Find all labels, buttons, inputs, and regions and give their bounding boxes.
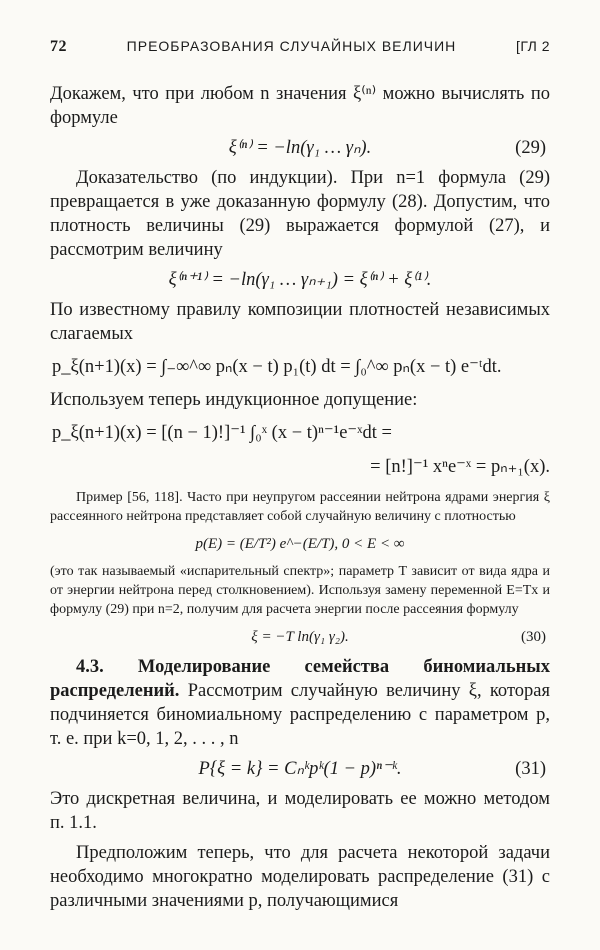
equation-induction-line2	[50, 454, 550, 480]
equation-sum-body: ξ⁽ⁿ⁺¹⁾ = −ln(γ₁ … γₙ₊₁) = ξ⁽ⁿ⁾ + ξ⁽¹⁾.	[168, 270, 432, 290]
equation-30-number: (30)	[521, 629, 546, 645]
equation-induction-line1	[50, 420, 550, 446]
equation-31-number: (31)	[515, 759, 546, 779]
equation-induction-line2-body: = [n!]⁻¹ xⁿe⁻ˣ = pₙ₊₁(x).	[370, 457, 550, 477]
equation-density-body: p(E) = (E/T²) e^−(E/T), 0 < E < ∞	[195, 536, 405, 552]
equation-31	[50, 757, 550, 781]
chapter-marker: [ГЛ 2	[515, 38, 550, 54]
equation-sum	[50, 268, 550, 292]
example-continuation: (это так называемый «испарительный спектр»; параметр T зависит от вида ядра и от энергии нейтрона перед столкновением). Используя замену переменной E=Tx и формулу (29) при n=2, получим для расчета энергии после рассеяния формулу	[50, 564, 550, 617]
example-intro: Пример [56, 118]. Часто при неупругом рассеянии нейтрона ядрами энергия ξ рассеянного нейтрона представляет собой случайную величину с плотностью	[50, 490, 550, 524]
running-title: ПРЕОБРАЗОВАНИЯ СЛУЧАЙНЫХ ВЕЛИЧИН	[126, 38, 457, 54]
equation-convolution-body: p_ξ(n+1)(x) = ∫₋∞^∞ pₙ(x − t) p₁(t) dt = ∫₀^∞ pₙ(x − t) e⁻ᵗdt.	[52, 357, 502, 377]
section-text: Рассмотрим случайную величину ξ, которая подчиняется биномиальному распределению с параметром p, т. е. при k=0, 1, 2, . . . , n	[50, 681, 551, 749]
equation-30	[50, 625, 550, 649]
paragraph-induction: Используем теперь индукционное допущение:	[50, 390, 418, 410]
equation-30-body: ξ = −T ln(γ₁ γ₂).	[251, 629, 349, 645]
paragraph-composition: По известному правилу композиции плотностей независимых слагаемых	[50, 300, 550, 344]
section-title: 4.3. Моделирование семейства биномиальных распределений.	[50, 657, 550, 701]
page-number: 72	[50, 38, 67, 55]
paragraph-proof: Доказательство (по индукции). При n=1 формула (29) превращается в уже доказанную формулу (28). Допустим, что плотность величины (29) выражается формулой (27), и рассмотрим величину	[50, 168, 550, 260]
paragraph-claim: Докажем, что при любом n значения ξ⁽ⁿ⁾ можно вычислять по формуле	[50, 84, 550, 128]
equation-induction-line1-body: p_ξ(n+1)(x) = [(n − 1)!]⁻¹ ∫₀ˣ (x − t)ⁿ⁻¹e⁻ˣdt =	[52, 423, 392, 443]
equation-31-body: P{ξ = k} = Cₙᵏpᵏ(1 − p)ⁿ⁻ᵏ.	[198, 759, 402, 779]
paragraph-suppose: Предположим теперь, что для расчета некоторой задачи необходимо многократно моделировать распределение (31) с различными значениями p, получающимися	[50, 843, 550, 911]
book-page	[50, 38, 550, 913]
equation-density	[50, 532, 550, 556]
section-paragraph	[50, 655, 550, 751]
equation-29-number: (29)	[515, 138, 546, 158]
equation-29-body: ξ⁽ⁿ⁾ = −ln(γ₁ … γₙ).	[228, 138, 372, 158]
page-header	[50, 38, 550, 56]
equation-convolution	[50, 354, 550, 380]
equation-29	[50, 136, 550, 160]
paragraph-discrete: Это дискретная величина, и моделировать ее можно методом п. 1.1.	[50, 789, 550, 833]
